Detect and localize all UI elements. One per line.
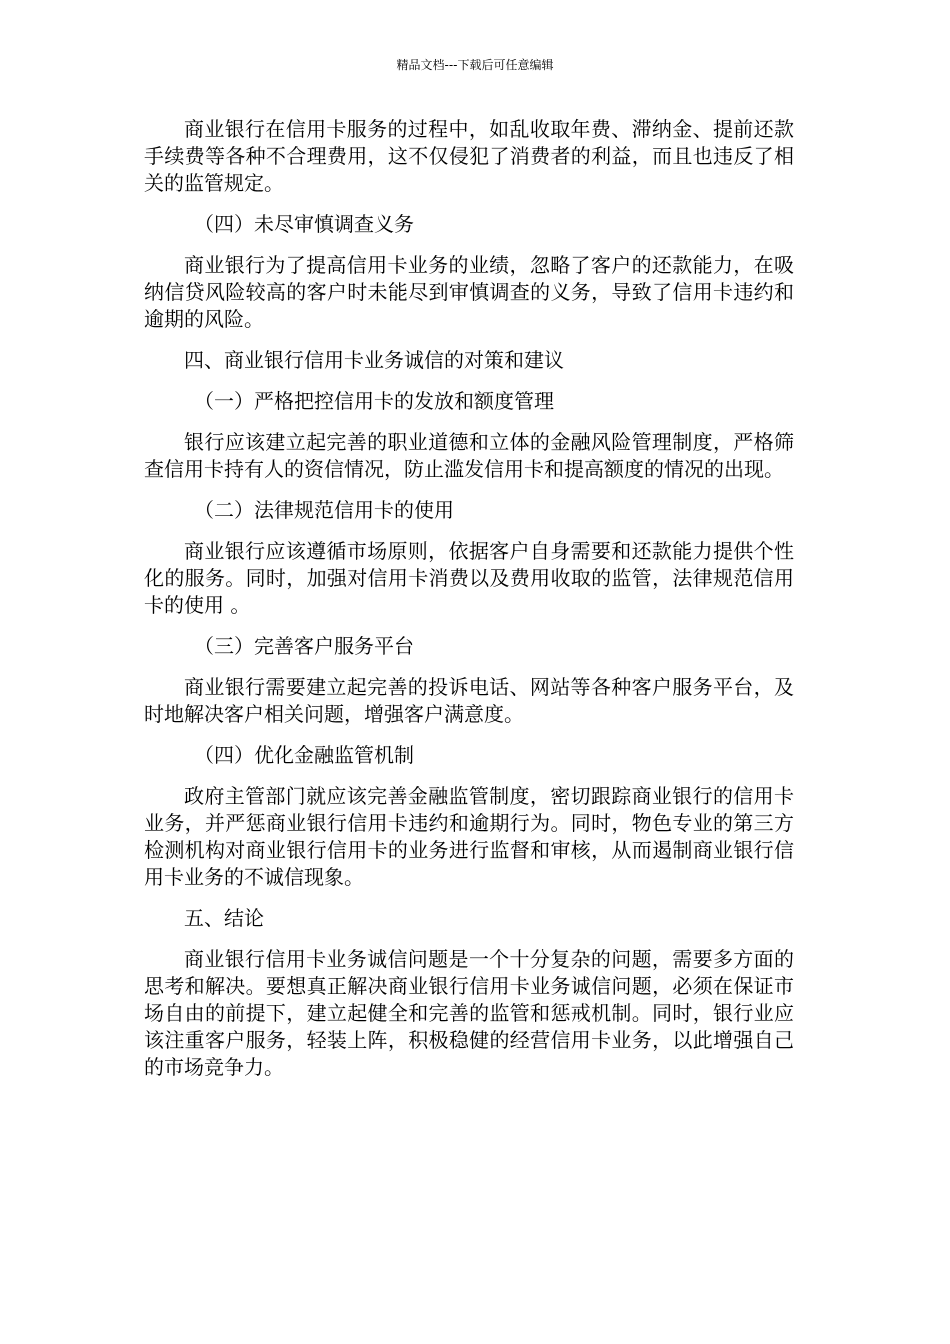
subsection-heading: （四）未尽审慎调查义务 [194, 212, 414, 236]
paragraph: 商业银行在信用卡服务的过程中，如乱收取年费、滞纳金、提前还款手续费等各种不合理费用，这不仅侵犯了消费者的利益，而且也违反了相关的监管规定。 [144, 117, 794, 195]
paragraph: 商业银行信用卡业务诚信问题是一个十分复杂的问题，需要多方面的思考和解决。要想真正解决商业银行信用卡业务诚信问题，必须在保证市场自由的前提下，建立起健全和完善的监管和惩戒机制。同时，银行业应该注重客户服务，轻装上阵，积极稳健的经营信用卡业务，以此增强自己的市场竞争力。 [144, 947, 794, 1079]
paragraph: 政府主管部门就应该完善金融监管制度，密切跟踪商业银行的信用卡业务，并严惩商业银行信用卡违约和逾期行为。同时，物色专业的第三方检测机构对商业银行信用卡的业务进行监督和审核，从而遏制商业银行信用卡业务的不诚信现象。 [144, 784, 794, 889]
subsection-heading: （一）严格把控信用卡的发放和额度管理 [194, 389, 554, 413]
subsection-heading: （二）法律规范信用卡的使用 [194, 498, 454, 522]
paragraph: 商业银行需要建立起完善的投诉电话、网站等各种客户服务平台，及时地解决客户相关问题，增强客户满意度。 [144, 675, 794, 726]
paragraph: 商业银行应该遵循市场原则，依据客户自身需要和还款能力提供个性化的服务。同时，加强对信用卡消费以及费用收取的监管，法律规范信用卡的使用 。 [144, 539, 794, 617]
document-body [144, 116, 794, 1095]
section-heading: 五、结论 [184, 906, 264, 930]
paragraph: 银行应该建立起完善的职业道德和立体的金融风险管理制度，严格筛查信用卡持有人的资信情况，防止滥发信用卡和提高额度的情况的出现。 [144, 430, 794, 481]
paragraph: 商业银行为了提高信用卡业务的业绩，忽略了客户的还款能力，在吸纳信贷风险较高的客户时未能尽到审慎调查的义务，导致了信用卡违约和逾期的风险。 [144, 253, 794, 331]
subsection-heading: （四）优化金融监管机制 [194, 743, 414, 767]
subsection-heading: （三）完善客户服务平台 [194, 634, 414, 658]
section-heading: 四、商业银行信用卡业务诚信的对策和建议 [184, 348, 564, 372]
page-header: 精品文档---下载后可任意编辑 [396, 58, 554, 72]
